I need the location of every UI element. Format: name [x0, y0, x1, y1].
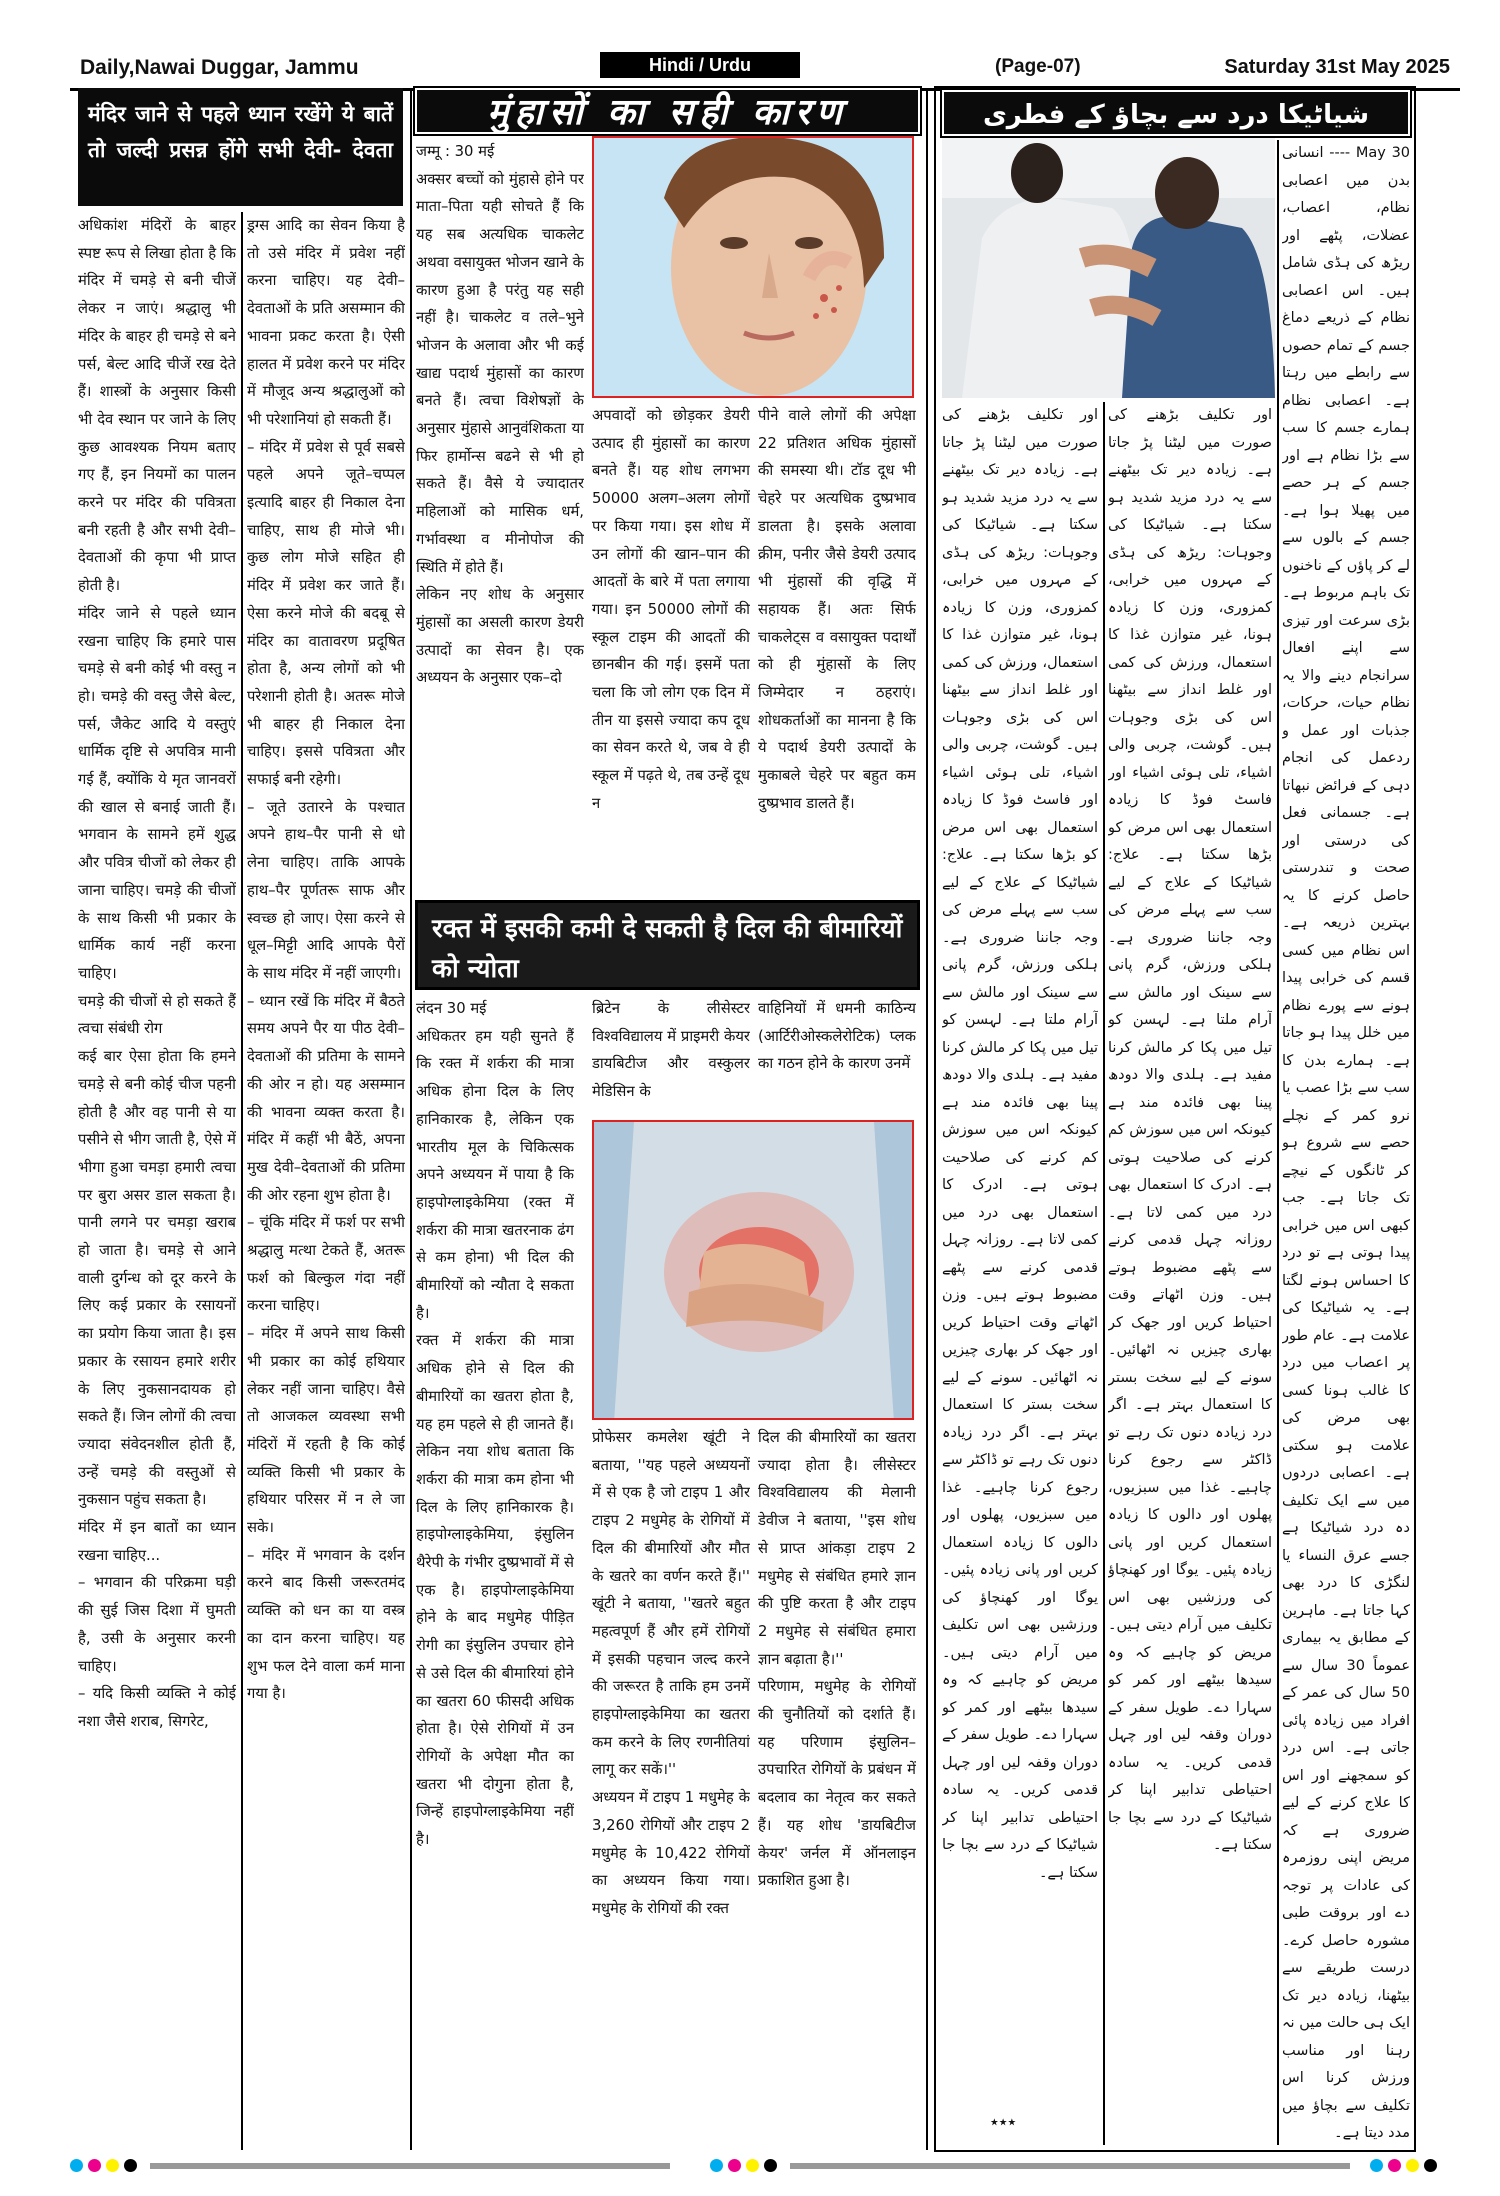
urdu-col-right: 30 May ---- انسانی بدن میں اعصابی نظام، اعصاب، عضلات، پٹھے اور ریڑھ کی ہڈی شامل ہیں۔ اس اعصابی نظام کے ذریعے دماغ جسم کے تمام حصوں سے رابطے میں رہتا ہے۔ اعصابی نظام ہمارے جسم کا سب سے بڑا نظام ہے اور جسم کے ہر حصے میں پھیلا ہوا ہے۔ جسم کے بالوں سے لے کر پاؤں کے ناخنوں تک باہم مربوط ہے۔ بڑی سرعت اور تیزی سے اپنے افعال سرانجام دینے والا یہ نظام حیات، حرکات، جذبات اور عمل و ردعمل کی انجام دہی کے فرائض نبھاتا ہے۔ جسمانی فعل کی درستی اور صحت و تندرستی حاصل کرنے کا یہ بہترین ذریعہ ہے۔ اس نظام میں کسی قسم کی خرابی پیدا ہونے سے پورے نظام میں خلل پیدا ہو جاتا ہے۔ ہمارے بدن کا سب سے بڑا عصب یا نرو کمر کے نچلے حصے سے شروع ہو کر ٹانگوں کے نیچے تک جاتا ہے۔ جب کبھی اس میں خرابی پیدا ہوتی ہے تو درد کا احساس ہونے لگتا ہے۔ یہ شیاٹیکا کی علامت ہے۔ عام طور پر اعصاب میں درد کا غالب ہونا کسی بھی مرض کی علامت ہو سکتی ہے۔ اعصابی دردوں میں سے ایک تکلیف دہ درد شیاٹیکا ہے جسے عرق النساء یا لنگڑی کا درد بھی کہا جاتا ہے۔ ماہرین کے مطابق یہ بیماری عموماً 30 سال سے 50 سال کی عمر کے افراد میں زیادہ پائی جاتی ہے۔ اس درد کو سمجھنے اور اس کا علاج کرنے کے لیے ضروری ہے کہ مریض اپنی روزمرہ کی عادات پر توجہ دے اور بروقت طبی مشورہ حاصل کرے۔ درست طریقے سے بیٹھنا، زیادہ دیر تک ایک ہی حالت میں نہ رہنا اور مناسب ورزش کرنا اس تکلیف سے بچاؤ میں مدد دیتا ہے۔	[1282, 145, 1410, 2141]
acne-col-3: पीने वाले लोगों की अपेक्षा 22 प्रतिशत अधिक मुंहासों की समस्या थी। टॉड दूध भी चेहरे पर अत्यधिक दुष्प्रभाव डालता है। इसके अलावा क्रीम, पनीर जैसे डेयरी उत्पाद भी मुंहासों की वृद्धि में सहायक हैं। अतः सिर्फ चाकलेट्स व वसायुक्त पदार्थों को ही मुंहासों के लिए जिम्मेदार न ठहराएं। शोधकर्ताओं का मानना है कि ये पदार्थ डेयरी उत्पादों के मुकाबले चेहरे पर बहुत कम दुष्प्रभाव डालते हैं।	[758, 407, 916, 812]
column-divider	[1103, 402, 1105, 2145]
magenta-registration-dot	[1388, 2159, 1401, 2172]
magenta-registration-dot	[88, 2159, 101, 2172]
black-registration-dot	[764, 2159, 777, 2172]
acne-col-2: अपवादों को छोड़कर डेयरी उत्पाद ही मुंहासों का कारण बनते हैं। यह शोध लगभग 50000 अलग–अलग लोगों पर किया गया। इस शोध में उन लोगों की खान–पान की आदतों के बारे में पता लगाया गया। इन 50000 लोगों की स्कूल टाइम की आदतों की छानबीन की गई। इसमें पता चला कि जो लोग एक दिन में तीन या इससे ज्यादा कप दूध का सेवन करते थे, जब वे ही स्कूल में पढ़ते थे, तब उन्हें दूध न	[592, 407, 750, 812]
heart-col-2-top: ब्रिटेन के लीसेस्टर विश्वविद्यालय में प्राइमरी केयर डायबिटीज और वस्कुलर मेडिसिन के	[592, 1000, 750, 1101]
magenta-registration-dot	[728, 2159, 741, 2172]
paper-name: Daily,Nawai Duggar, Jammu	[80, 56, 359, 79]
heart-chest-photo	[592, 1120, 914, 1420]
urdu-col-mid: اور تکلیف بڑھنے کی صورت میں لیٹنا پڑ جاتا ہے۔ زیادہ دیر تک بیٹھنے سے یہ درد مزید شدید ہو سکتا ہے۔ شیاٹیکا کی وجوہات: ریڑھ کی ہڈی کے مہروں میں خرابی، کمزوری، وزن کا زیادہ ہونا، غیر متوازن غذا کا استعمال، ورزش کی کمی اور غلط انداز سے بیٹھنا اس کی بڑی وجوہات ہیں۔ گوشت، چربی والی اشیاء، تلی ہوئی اشیاء اور فاسٹ فوڈ کا زیادہ استعمال بھی اس مرض کو بڑھا سکتا ہے۔ علاج: شیاٹیکا کے علاج کے لیے سب سے پہلے مرض کی وجہ جاننا ضروری ہے۔ ہلکی ورزش، گرم پانی سے سینک اور مالش سے آرام ملتا ہے۔ لہسن کو تیل میں پکا کر مالش کرنا مفید ہے۔ ہلدی والا دودھ پینا بھی فائدہ مند ہے کیونکہ اس میں سوزش کم کرنے کی صلاحیت ہوتی ہے۔ ادرک کا استعمال بھی درد میں کمی لاتا ہے۔ روزانہ چہل قدمی کرنے سے پٹھے مضبوط ہوتے ہیں۔ وزن اٹھاتے وقت احتیاط کریں اور جھک کر بھاری چیزیں نہ اٹھائیں۔ سونے کے لیے سخت بستر کا استعمال بہتر ہے۔ اگر درد زیادہ دنوں تک رہے تو ڈاکٹر سے رجوع کرنا چاہیے۔ غذا میں سبزیوں، پھلوں اور دالوں کا زیادہ استعمال کریں اور پانی زیادہ پئیں۔ یوگا اور کھنچاؤ کی ورزشیں بھی اس تکلیف میں آرام دیتی ہیں۔ مریض کو چاہیے کہ وہ سیدھا بیٹھے اور کمر کو سہارا دے۔ طویل سفر کے دوران وقفہ لیں اور چہل قدمی کریں۔ یہ سادہ احتیاطی تدابیر اپنا کر شیاٹیکا کے درد سے بچا جا سکتا ہے۔	[1108, 407, 1272, 1853]
grey-bar	[150, 2163, 670, 2169]
cyan-registration-dot	[1370, 2159, 1383, 2172]
temple-headline: मंदिर जाने से पहले ध्यान रखेंगे ये बातें तो जल्दी प्रसन्न होंगे सभी देवी- देवता	[78, 88, 403, 206]
black-registration-dot	[1424, 2159, 1437, 2172]
temple-col-1: अधिकांश मंदिरों के बाहर स्पष्ट रूप से लिखा होता है कि मंदिर में चमड़े से बनी चीजें लेकर न जाएं। श्रद्धालु भी मंदिर के बाहर ही चमड़े से बने पर्स, बेल्ट आदि चीजें रख देते हैं। शास्त्रों के अनुसार किसी भी देव स्थान पर जाने के लिए कुछ आवश्यक नियम बताए गए हैं, इन नियमों का पालन करने पर मंदिर की पवित्रता बनी रहती है और सभी देवी–देवताओं की कृपा भी प्राप्त होती है। मंदिर जाने से पहले ध्यान रखना चाहिए कि हमारे पास चमड़े से बनी कोई भी वस्तु न हो। चमड़े की वस्तु जैसे बेल्ट, पर्स, जैकेट आदि ये वस्तुएं धार्मिक दृष्टि से अपवित्र मानी गई हैं, क्योंकि ये मृत जानवरों की खाल से बनाई जाती हैं। भगवान के सामने हमें शुद्ध और पवित्र चीजों को लेकर ही जाना चाहिए। चमड़े की चीजों के साथ किसी भी प्रकार के धार्मिक कार्य नहीं करना चाहिए। चमड़े की चीजों से हो सकते हैं त्वचा संबंधी रोग कई बार ऐसा होता कि हमने चमड़े से बनी कोई चीज पहनी होती है और वह पानी से या पसीने से भीग जाती है, ऐसे में भीगा हुआ चमड़ा हमारी त्वचा पर बुरा असर डाल सकता है। पानी लगने पर चमड़ा खराब हो जाता है। चमड़े से आने वाली दुर्गन्ध को दूर करने के लिए कई प्रकार के रसायनों का प्रयोग किया जाता है। इस प्रकार के रसायन हमारे शरीर के लिए नुकसानदायक हो सकते हैं। जिन लोगों की त्वचा ज्यादा संवेदनशील होती हैं, उन्हें चमड़े की वस्तुओं से नुकसान पहुंच सकता है। मंदिर में इन बातों का ध्यान रखना चाहिए... – भगवान की परिक्रमा घड़ी की सुई जिस दिशा में घुमती है, उसी के अनुसार करनी चाहिए। – यदि किसी व्यक्ति ने कोई नशा जैसे शराब, सिगरेट,	[78, 217, 236, 1730]
print-registration-footer	[70, 2155, 1460, 2175]
black-registration-dot	[124, 2159, 137, 2172]
yellow-registration-dot	[1406, 2159, 1419, 2172]
heart-headline: रक्त में इसकी कमी दे सकती है दिल की बीमारियों को न्योता	[415, 900, 920, 990]
heart-col-3: दिल की बीमारियों का खतरा ज्यादा होता है। लीसेस्टर विश्वविद्यालय की मेलानी डेवीज ने बताया, ''इस शोध से प्राप्त आंकड़ा टाइप 2 मधुमेह से संबंधित हमारे ज्ञान की पुष्टि करता है और टाइप 2 मधुमेह से संबंधित हमारा ज्ञान बढ़ाता है।'' परिणाम, मधुमेह के रोगियों की चुनौतियों को दर्शाते हैं। यह परिणाम इंसुलिन–उपचारित रोगियों के प्रबंधन में बदलाव का नेतृत्व कर सकते हैं। यह शोध 'डायबिटीज केयर' जर्नल में ऑनलाइन प्रकाशित हुआ है।	[758, 1429, 916, 1890]
yellow-registration-dot	[106, 2159, 119, 2172]
sciatica-back-photo	[942, 138, 1275, 398]
column-divider	[410, 88, 412, 2150]
acne-headline: मुंहासों का सही कारण	[415, 88, 920, 134]
heart-col-1: लंदन 30 मई अधिकतर हम यही सुनते हैं कि रक्त में शर्करा की मात्रा अधिक होना दिल के लिए हानिकारक है, लेकिन एक भारतीय मूल के चिकित्सक अपने अध्ययन में पाया है कि हाइपोग्लाइकेमिया (रक्त में शर्करा की मात्रा खतरनाक ढंग से कम होना) भी दिल की बीमारियों को न्यौता दे सकता है। रक्त में शर्करा की मात्रा अधिक होने से दिल की बीमारियों का खतरा होता है, यह हम पहले से ही जानते हैं। लेकिन नया शोध बताता कि शर्करा की मात्रा कम होना भी दिल के लिए हानिकारक है। हाइपोग्लाइकेमिया, इंसुलिन थैरेपी के गंभीर दुष्प्रभावों में से एक है। हाइपोग्लाइकेमिया होने के बाद मधुमेह पीड़ित रोगी का इंसुलिन उपचार होने से उसे दिल की बीमारियां होने का खतरा 60 फीसदी अधिक होता है। ऐसे रोगियों में उन रोगियों के अपेक्षा मौत का खतरा भी दोगुना होता है, जिन्हें हाइपोग्लाइकेमिया नहीं है।	[416, 1000, 574, 1849]
heart-col-2: प्रोफेसर कमलेश खूंटी ने बताया, ''यह पहले अध्ययनों में से एक है जो टाइप 1 और टाइप 2 मधुमेह के रोगियों में दिल की बीमारियों और मौत के खतरे का वर्णन करते हैं।'' खूंटी ने बताया, ''खतरे बहुत महत्वपूर्ण हैं और हमें रोगियों में इसकी पहचान जल्द करने की जरूरत है ताकि हम उनमें हाइपोग्लाइकेमिया का खतरा कम करने के लिए रणनीतियां लागू कर सकें।'' अध्ययन में टाइप 1 मधुमेह के 3,260 रोगियों और टाइप 2 मधुमेह के 10,422 रोगियों का अध्ययन किया गया। मधुमेह के रोगियों की रक्त	[592, 1429, 750, 1917]
column-divider	[1277, 140, 1279, 2145]
grey-bar	[790, 2163, 1350, 2169]
masthead	[70, 50, 1460, 88]
temple-col-2: ड्रग्स आदि का सेवन किया है तो उसे मंदिर में प्रवेश नहीं करना चाहिए। यह देवी–देवताओं के प्रति असम्मान की भावना प्रकट करता है। ऐसी हालत में प्रवेश करने पर मंदिर में मौजूद अन्य श्रद्धालुओं को भी परेशानियां हो सकती हैं। – मंदिर में प्रवेश से पूर्व सबसे पहले अपने जूते–चप्पल इत्यादि बाहर ही निकाल देना चाहिए, साथ ही मोजे भी। कुछ लोग मोजे सहित ही मंदिर में प्रवेश कर जाते हैं। ऐसा करने मोजे की बदबू से मंदिर का वातावरण प्रदूषित होता है, अन्य लोगों को भी परेशानी होती है। अतरू मोजे भी बाहर ही निकाल देना चाहिए। इससे पवित्रता और सफाई बनी रहेगी। – जूते उतारने के पश्चात अपने हाथ–पैर पानी से धो लेना चाहिए। ताकि आपके हाथ–पैर पूर्णतरू साफ और स्वच्छ हो जाए। ऐसा करने से धूल–मिट्टी आदि आपके पैरों के साथ मंदिर में नहीं जाएगी। – ध्यान रखें कि मंदिर में बैठते समय अपने पैर या पीठ देवी–देवताओं की प्रतिमा के सामने की ओर न हो। यह असम्मान की भावना व्यक्त करता है। मंदिर में कहीं भी बैठें, अपना मुख देवी–देवताओं की प्रतिमा की ओर रहना शुभ होता है। – चूंकि मंदिर में फर्श पर सभी श्रद्धालु मत्था टेकते हैं, अतरू फर्श को बिल्कुल गंदा नहीं करना चाहिए। – मंदिर में अपने साथ किसी भी प्रकार का कोई हथियार लेकर नहीं जाना चाहिए। वैसे तो आजकल व्यवस्था सभी मंदिरों में रहती है कि कोई व्यक्ति किसी भी प्रकार के हथियार परिसर में न ले जा सके। – मंदिर में भगवान के दर्शन करने बाद किसी जरूरतमंद व्यक्ति को धन का या वस्त्र का दान करना चाहिए। यह शुभ फल देने वाला कर्म माना गया है।	[247, 217, 405, 1703]
issue-date: Saturday 31st May 2025	[1224, 56, 1450, 78]
section-label: Hindi / Urdu	[600, 52, 800, 78]
page-number: (Page-07)	[995, 56, 1081, 77]
end-mark: ٭٭٭	[990, 2112, 1017, 2131]
cyan-registration-dot	[70, 2159, 83, 2172]
yellow-registration-dot	[746, 2159, 759, 2172]
heart-col-3-top: वाहिनियों में धमनी काठिन्य (आर्टिरीओस्कलेरोटिक) प्लक का गठन होने के कारण उनमें	[758, 1000, 916, 1073]
column-divider	[241, 212, 243, 2150]
acne-face-photo	[592, 136, 914, 398]
urdu-col-left: اور تکلیف بڑھنے کی صورت میں لیٹنا پڑ جاتا ہے۔ زیادہ دیر تک بیٹھنے سے یہ درد مزید شدید ہو سکتا ہے۔ شیاٹیکا کی وجوہات: ریڑھ کی ہڈی کے مہروں میں خرابی، کمزوری، وزن کا زیادہ ہونا، غیر متوازن غذا کا استعمال، ورزش کی کمی اور غلط انداز سے بیٹھنا اس کی بڑی وجوہات ہیں۔ گوشت، چربی والی اشیاء، تلی ہوئی اشیاء اور فاسٹ فوڈ کا زیادہ استعمال بھی اس مرض کو بڑھا سکتا ہے۔ علاج: شیاٹیکا کے علاج کے لیے سب سے پہلے مرض کی وجہ جاننا ضروری ہے۔ ہلکی ورزش، گرم پانی سے سینک اور مالش سے آرام ملتا ہے۔ لہسن کو تیل میں پکا کر مالش کرنا مفید ہے۔ ہلدی والا دودھ پینا بھی فائدہ مند ہے کیونکہ اس میں سوزش کم کرنے کی صلاحیت ہوتی ہے۔ ادرک کا استعمال بھی درد میں کمی لاتا ہے۔ روزانہ چہل قدمی کرنے سے پٹھے مضبوط ہوتے ہیں۔ وزن اٹھاتے وقت احتیاط کریں اور جھک کر بھاری چیزیں نہ اٹھائیں۔ سونے کے لیے سخت بستر کا استعمال بہتر ہے۔ اگر درد زیادہ دنوں تک رہے تو ڈاکٹر سے رجوع کرنا چاہیے۔ غذا میں سبزیوں، پھلوں اور دالوں کا زیادہ استعمال کریں اور پانی زیادہ پئیں۔ یوگا اور کھنچاؤ کی ورزشیں بھی اس تکلیف میں آرام دیتی ہیں۔ مریض کو چاہیے کہ وہ سیدھا بیٹھے اور کمر کو سہارا دے۔ طویل سفر کے دوران وقفہ لیں اور چہل قدمی کریں۔ یہ سادہ احتیاطی تدابیر اپنا کر شیاٹیکا کے درد سے بچا جا سکتا ہے۔	[942, 407, 1098, 1881]
acne-col-1: जम्मू : 30 मई अक्सर बच्चों को मुंहासे होने पर माता–पिता यही सोचते हैं कि यह सब अत्यधिक चाकलेट अथवा वसायुक्त भोजन खाने के कारण हुआ है परंतु यह सही नहीं है। चाकलेट व तले–भुने भोजन के अलावा और भी कई खाद्य पदार्थ मुंहासों का कारण बनते हैं। त्वचा विशेषज्ञों के अनुसार मुंहासे आनुवंशिकता या फिर हार्मोन्स बढने से भी हो सकते हैं। वैसे ये ज्यादातर महिलाओं को मासिक धर्म, गर्भावस्था व मीनोपोज की स्थिति में होते हैं। लेकिन नए शोध के अनुसार मुंहासों का असली कारण डेयरी उत्पादों का सेवन है। एक अध्ययन के अनुसार एक–दो	[416, 143, 584, 687]
urdu-headline: شیاٹیکا درد سے بچاؤ کے فطری	[942, 90, 1410, 136]
cyan-registration-dot	[710, 2159, 723, 2172]
column-divider	[926, 88, 928, 2150]
